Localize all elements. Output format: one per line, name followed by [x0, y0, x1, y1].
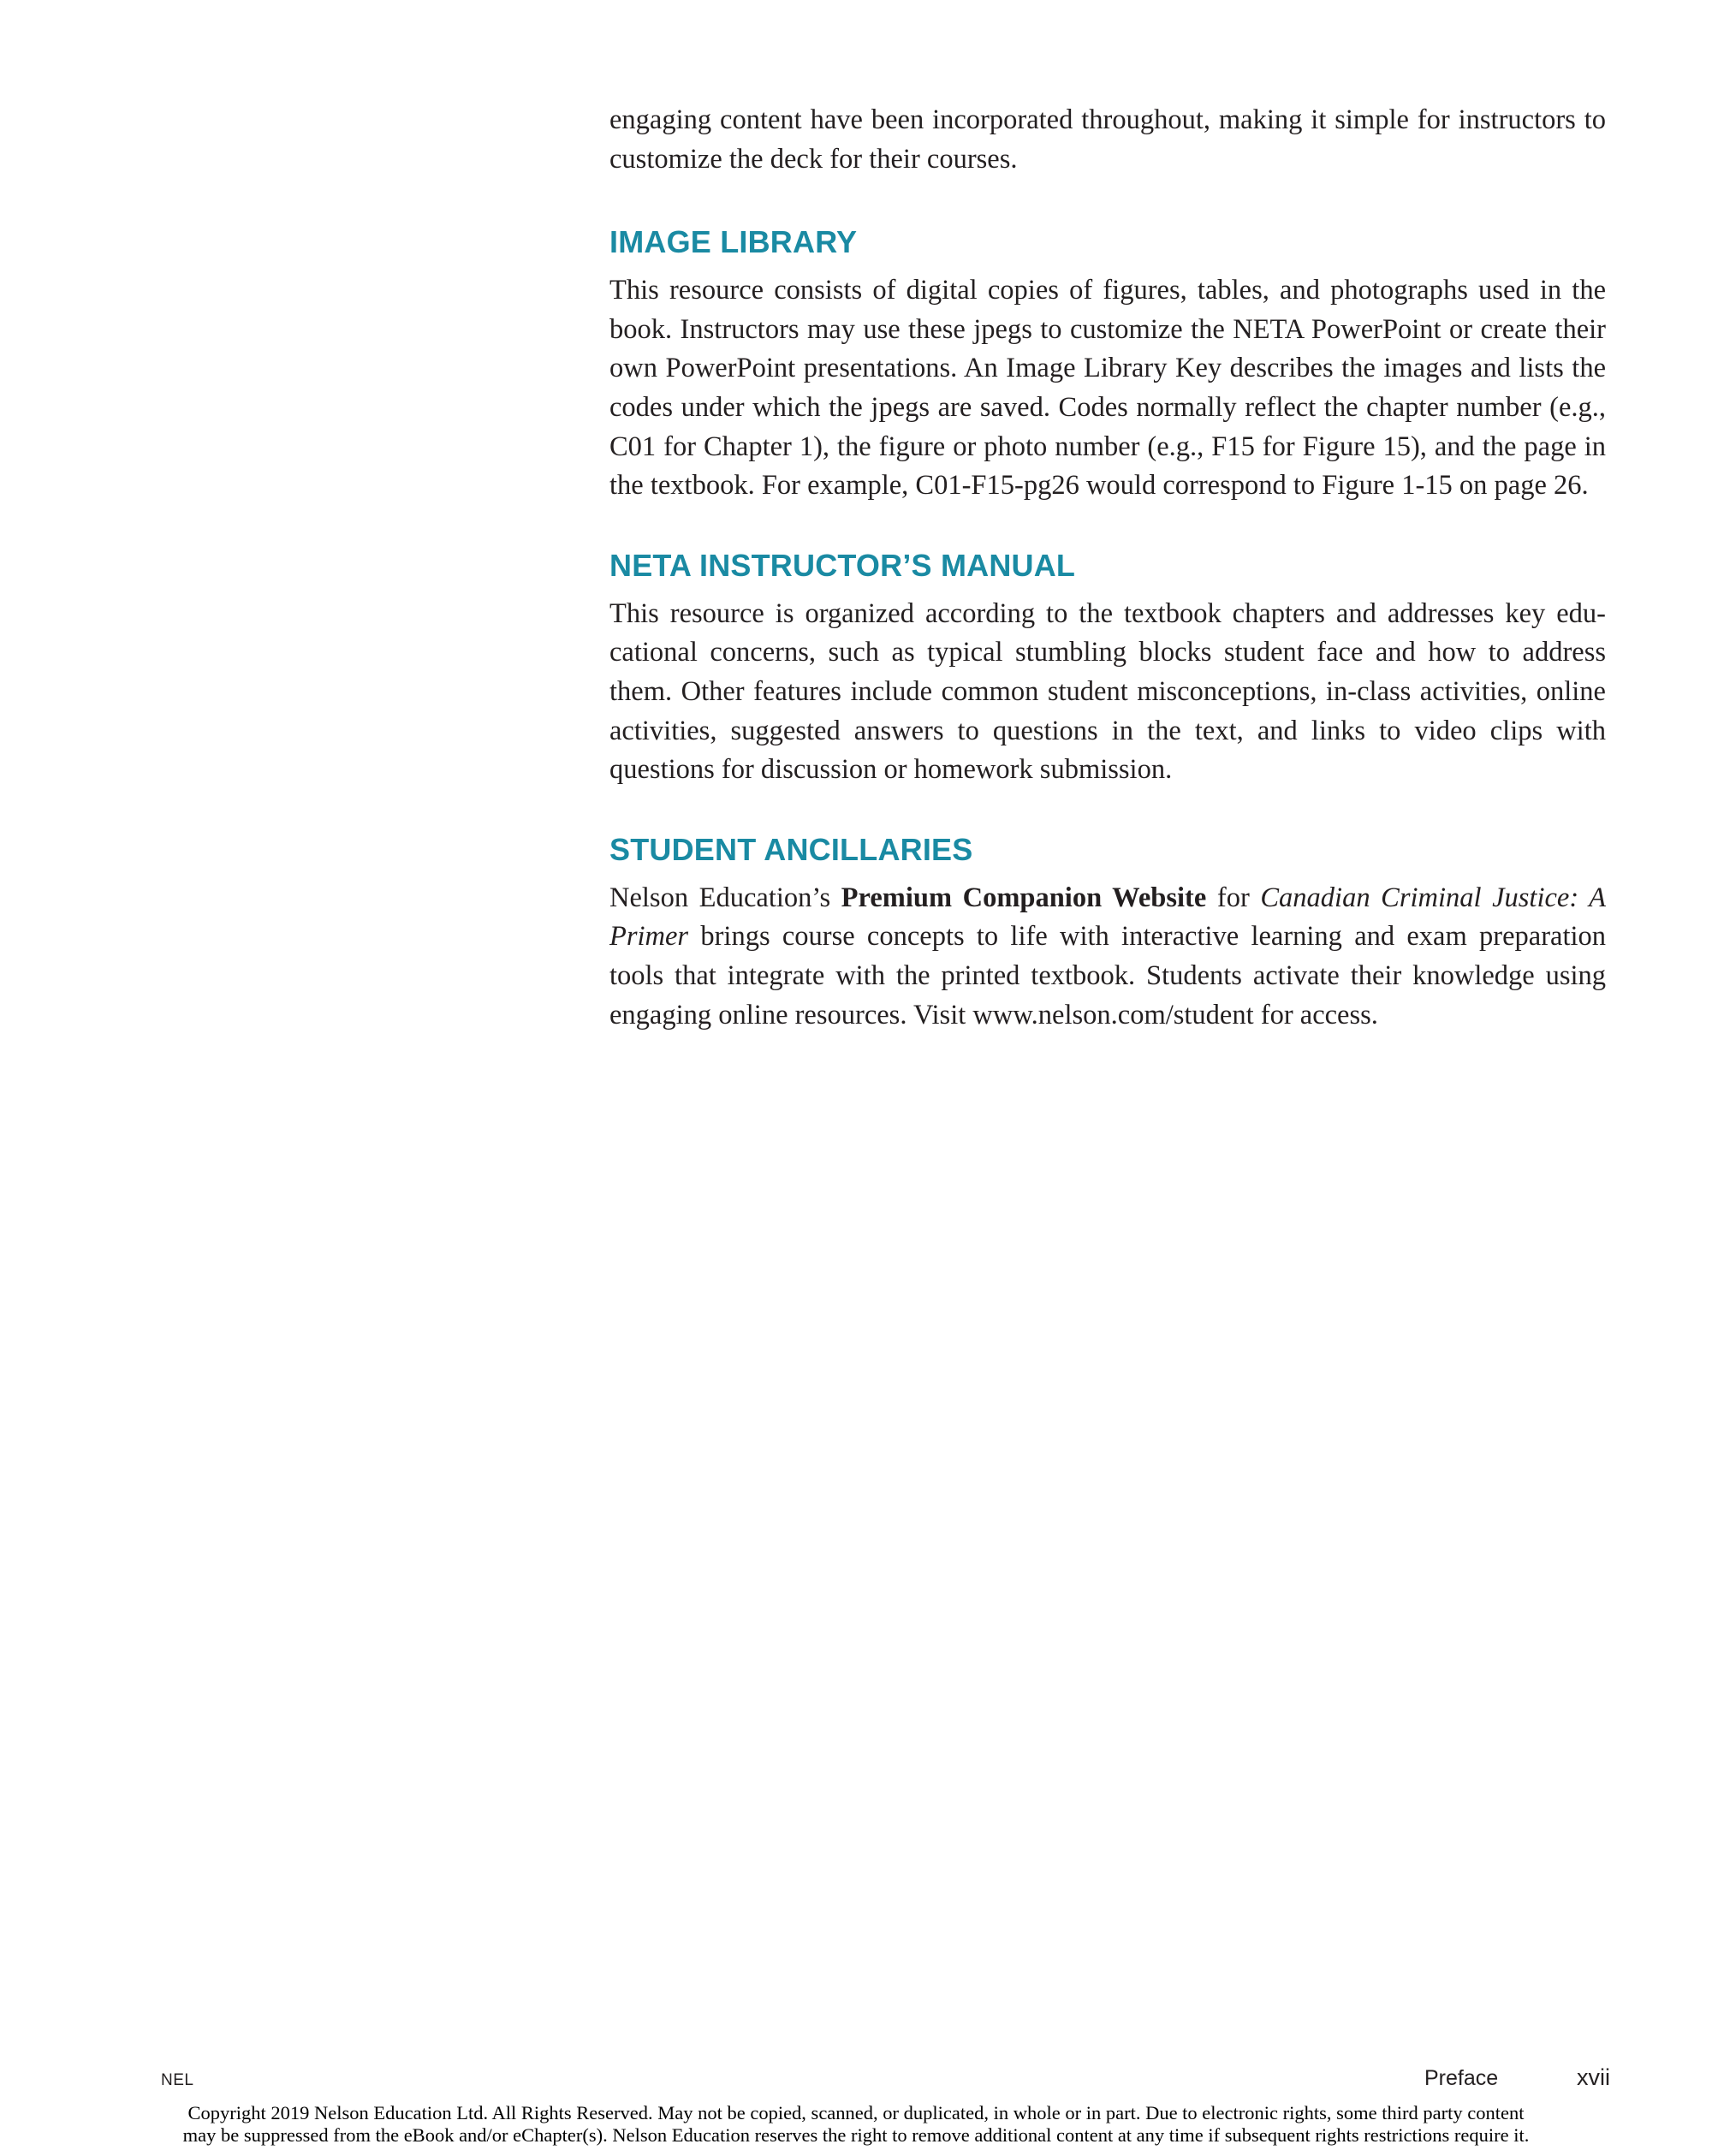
- student-ancillaries-text-1: Nelson Education’s: [609, 882, 841, 913]
- student-ancillaries-paragraph: [609, 879, 1606, 1035]
- running-section-name: Preface: [1424, 2066, 1499, 2090]
- page-number: xvii: [1577, 2064, 1610, 2090]
- premium-companion-website-bold: Premium Companion Website: [841, 882, 1207, 913]
- image-library-heading: IMAGE LIBRARY: [609, 224, 858, 260]
- copyright-line-2: may be suppressed from the eBook and/or eChapter(s). Nelson Education reserves the right to remove additional content at any time if subsequent rights restrictions require it.: [182, 2124, 1530, 2146]
- copyright-notice: [103, 2102, 1609, 2147]
- student-ancillaries-text-2: for: [1206, 882, 1261, 913]
- book-title-italic: Canadian Criminal Justice: A Primer: [609, 882, 1606, 953]
- instructors-manual-heading: NETA INSTRUCTOR’S MANUAL: [609, 547, 1076, 583]
- publisher-mark: NEL: [161, 2071, 194, 2089]
- intro-paragraph: engaging content have been incorporated throughout, making it simple for instructors to customize the deck for their courses.: [609, 104, 1606, 175]
- student-ancillaries-text-3: brings course concepts to life with interactive learning and exam preparation tools that integrate with the printed textbook. Students activate their knowledge using engaging online resources. Visit www.nelson.com/student for access.: [609, 921, 1606, 1030]
- student-ancillaries-heading: STUDENT ANCILLARIES: [609, 831, 973, 867]
- main-text-column: [609, 101, 1606, 1035]
- page-footer: [0, 2063, 1712, 2097]
- copyright-line-1: Copyright 2019 Nelson Education Ltd. All Rights Reserved. May not be copied, scanned, or duplicated, in whole or in part. Due to electronic rights, some third party content: [187, 2102, 1525, 2123]
- instructors-manual-paragraph: This resource is organized according to the textbook chapters and addresses key educational concerns, such as typical stumbling blocks student face and how to address them. Other features include common student misconceptions, in-class activities, online activities, suggested answers to questions in the text, and links to video clips with questions for discussion or homework submission.: [609, 597, 1606, 786]
- image-library-paragraph: This resource consists of digital copies of figures, tables, and photographs used in the book. Instructors may use these jpegs to customize the NETA PowerPoint or create their own PowerPoint presentations. An Image Library Key describes the images and lists the codes under which the jpegs are saved. Codes normally reflect the chapter number (e.g., C01 for Chapter 1), the figure or photo number (e.g., F15 for Figure 15), and the page in the textbook. For example, C01-F15-pg26 would correspond to Figure 1-15 on page 26.: [609, 275, 1606, 502]
